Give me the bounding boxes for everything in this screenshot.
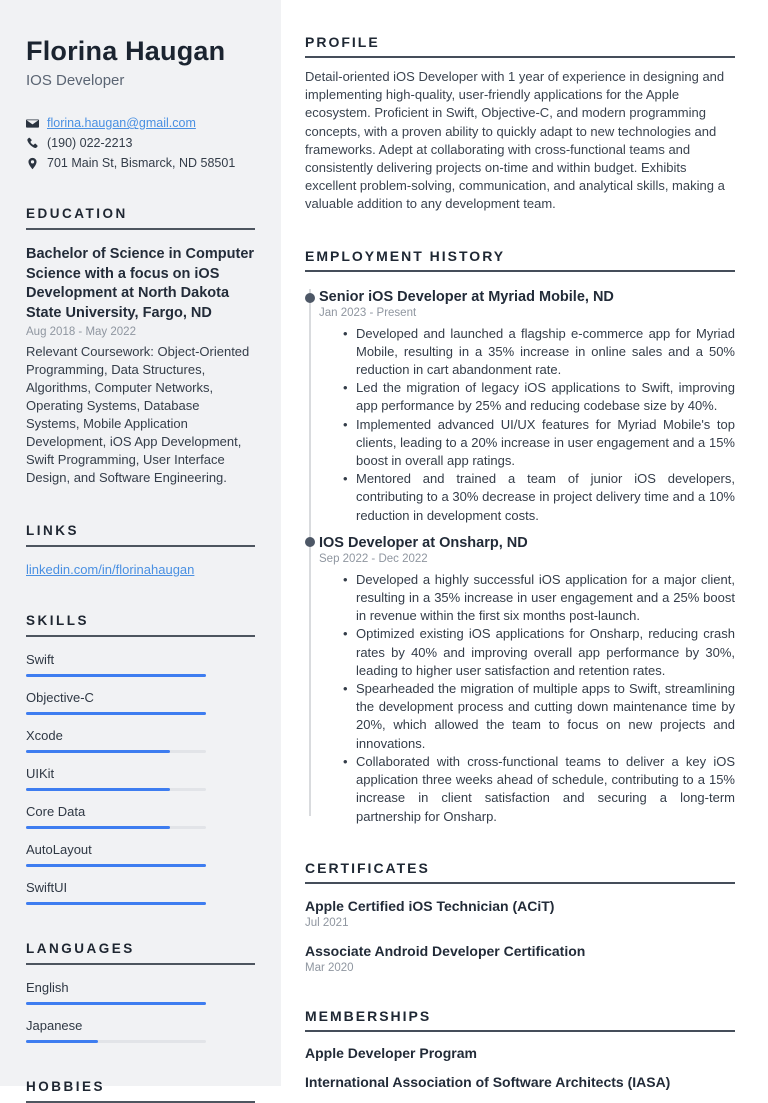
link-row <box>26 562 255 577</box>
timeline-line <box>309 289 311 816</box>
skill-bar-fill <box>26 750 170 753</box>
language-name: English <box>26 980 69 995</box>
skill-item <box>26 880 255 905</box>
links-section <box>26 523 255 577</box>
skill-bar-fill <box>26 674 206 677</box>
email-link[interactable]: florina.haugan@gmail.com <box>47 116 196 130</box>
linkedin-link[interactable]: linkedin.com/in/florinahaugan <box>26 562 195 577</box>
language-bar-track <box>26 1040 206 1043</box>
job-bullet: • Developed a highly successful iOS application for a major client, resulting in a 35% increase in user engagement and a 25% boost in revenue within the first six months post-launch. <box>343 571 735 626</box>
contact-address-row <box>26 156 255 170</box>
membership-item: Apple Developer Program <box>305 1044 477 1061</box>
timeline-dot-icon <box>305 293 315 303</box>
profile-heading: PROFILE <box>305 34 735 58</box>
contact-phone-row <box>26 136 255 150</box>
skill-name: Swift <box>26 652 55 667</box>
hobbies-heading: HOBBIES <box>26 1079 255 1103</box>
location-icon <box>26 157 39 170</box>
education-section <box>26 206 255 487</box>
email-icon <box>26 117 39 130</box>
employment-section <box>305 248 735 826</box>
employment-timeline <box>305 281 735 826</box>
phone-icon <box>26 137 39 150</box>
person-name: Florina Haugan <box>26 36 226 66</box>
job-title: IOS Developer at Onsharp, ND <box>319 534 528 551</box>
person-job-title: IOS Developer <box>26 72 125 89</box>
languages-section <box>26 941 255 1043</box>
skill-item <box>26 804 255 829</box>
job-bullet: • Optimized existing iOS applications for Onsharp, reducing crash rates by 40% and improving overall app performance by 30%, leading to higher user satisfaction and retention rates. <box>343 625 735 680</box>
skill-bar-track <box>26 674 206 677</box>
main-column <box>281 0 768 1090</box>
certificate-date: Jul 2021 <box>305 916 349 929</box>
job-bullet: • Collaborated with cross-functional teams to deliver a key iOS application three weeks ahead of schedule, contributing to a 15% increase in client satisfaction and securing a long-term partnership for Onsharp. <box>343 753 735 826</box>
job-bullet-list <box>319 325 735 525</box>
employment-heading: EMPLOYMENT HISTORY <box>305 248 735 272</box>
skills-section <box>26 613 255 905</box>
job-bullet-list <box>319 571 735 826</box>
memberships-section <box>305 1008 735 1090</box>
skill-name: Xcode <box>26 728 63 743</box>
skill-item <box>26 652 255 677</box>
sidebar <box>0 0 281 1094</box>
skill-item <box>26 728 255 753</box>
job-bullet: • Led the migration of legacy iOS applications to Swift, improving app performance by 25% and reducing codebase size by 40%. <box>343 379 735 415</box>
contact-email-row <box>26 116 255 130</box>
skills-list <box>26 652 255 905</box>
language-item <box>26 1018 255 1043</box>
skill-bar-track <box>26 788 206 791</box>
job-dates: Jan 2023 - Present <box>319 306 417 319</box>
skill-bar-fill <box>26 826 170 829</box>
profile-section <box>305 34 735 214</box>
job-bullet: • Spearheaded the migration of multiple apps to Swift, streamlining the development process and cutting down maintenance time by 20%, which allowed the team to focus on new projects and innovations. <box>343 680 735 753</box>
job-entry <box>319 281 735 525</box>
certificate-title: Associate Android Developer Certification <box>305 942 586 959</box>
skill-item <box>26 842 255 867</box>
skill-bar-track <box>26 750 206 753</box>
links-list <box>26 562 255 577</box>
education-description: Relevant Coursework: Object-Oriented Programming, Data Structures, Algorithms, Computer Networks, Operating Systems, Database Systems, Mobile Application Development, iOS App Development, Swift Programming, User Interface Design, and Software Engineering. <box>26 344 250 485</box>
education-degree: Bachelor of Science in Computer Science with a focus on iOS Development at North Dakota State University, Fargo, ND <box>26 246 255 321</box>
skill-name: AutoLayout <box>26 842 92 857</box>
skill-bar-track <box>26 712 206 715</box>
job-dates: Sep 2022 - Dec 2022 <box>319 552 428 565</box>
timeline-dot-icon <box>305 537 315 547</box>
links-heading: LINKS <box>26 523 255 547</box>
certificate-date: Mar 2020 <box>305 961 354 974</box>
phone-number: (190) 022-2213 <box>47 136 133 150</box>
profile-text: Detail-oriented iOS Developer with 1 year of experience in designing and implementing high-quality, user-friendly applications for the Apple ecosystem. Proficient in Swift, Objective-C, and modern programming concepts, with a proven ability to quickly adapt to new technologies and frameworks. Adept at collaborating with cross-functional teams and consistently delivering projects on-time and within budget. Exhibits excellent problem-solving, communication, and analytical skills, making a valuable addition to any development team. <box>305 69 725 212</box>
skill-name: Objective-C <box>26 690 94 705</box>
job-bullet: • Developed and launched a flagship e-commerce app for Myriad Mobile, resulting in a 35% increase in online sales and a 50% reduction in cart abandonment rate. <box>343 325 735 380</box>
address-text: 701 Main St, Bismarck, ND 58501 <box>47 156 236 170</box>
certificates-section <box>305 860 735 974</box>
skill-bar-fill <box>26 712 206 715</box>
job-bullet: • Implemented advanced UI/UX features for Myriad Mobile's top clients, leading to a 20% increase in user engagement and a 15% boost in overall app ratings. <box>343 416 735 471</box>
education-heading: EDUCATION <box>26 206 255 230</box>
skill-bar-track <box>26 864 206 867</box>
certificate-title: Apple Certified iOS Technician (ACiT) <box>305 897 555 914</box>
job-entry <box>319 525 735 826</box>
language-name: Japanese <box>26 1018 83 1033</box>
membership-item: International Association of Software Architects (IASA) <box>305 1073 671 1090</box>
certificates-list <box>305 898 735 974</box>
certificate-item <box>305 898 735 929</box>
skill-bar-fill <box>26 902 206 905</box>
skill-bar-track <box>26 826 206 829</box>
language-bar-fill <box>26 1002 206 1005</box>
skill-item <box>26 766 255 791</box>
hobbies-section <box>26 1079 255 1103</box>
certificates-heading: CERTIFICATES <box>305 860 735 884</box>
skill-name: SwiftUI <box>26 880 68 895</box>
language-item <box>26 980 255 1005</box>
certificate-item <box>305 943 735 974</box>
memberships-heading: MEMBERSHIPS <box>305 1008 735 1032</box>
languages-heading: LANGUAGES <box>26 941 255 965</box>
education-dates: Aug 2018 - May 2022 <box>26 326 136 338</box>
skill-item <box>26 690 255 715</box>
language-bar-track <box>26 1002 206 1005</box>
job-bullet: • Mentored and trained a team of junior iOS developers, contributing to a 30% decrease in project delivery time and a 10% reduction in development costs. <box>343 470 735 525</box>
skill-bar-track <box>26 902 206 905</box>
skill-name: Core Data <box>26 804 86 819</box>
skills-heading: SKILLS <box>26 613 255 637</box>
contact-block <box>26 116 255 170</box>
language-bar-fill <box>26 1040 98 1043</box>
memberships-list <box>305 1045 735 1090</box>
job-title: Senior iOS Developer at Myriad Mobile, ND <box>319 288 614 305</box>
skill-name: UIKit <box>26 766 55 781</box>
skill-bar-fill <box>26 864 206 867</box>
languages-list <box>26 980 255 1043</box>
skill-bar-fill <box>26 788 170 791</box>
